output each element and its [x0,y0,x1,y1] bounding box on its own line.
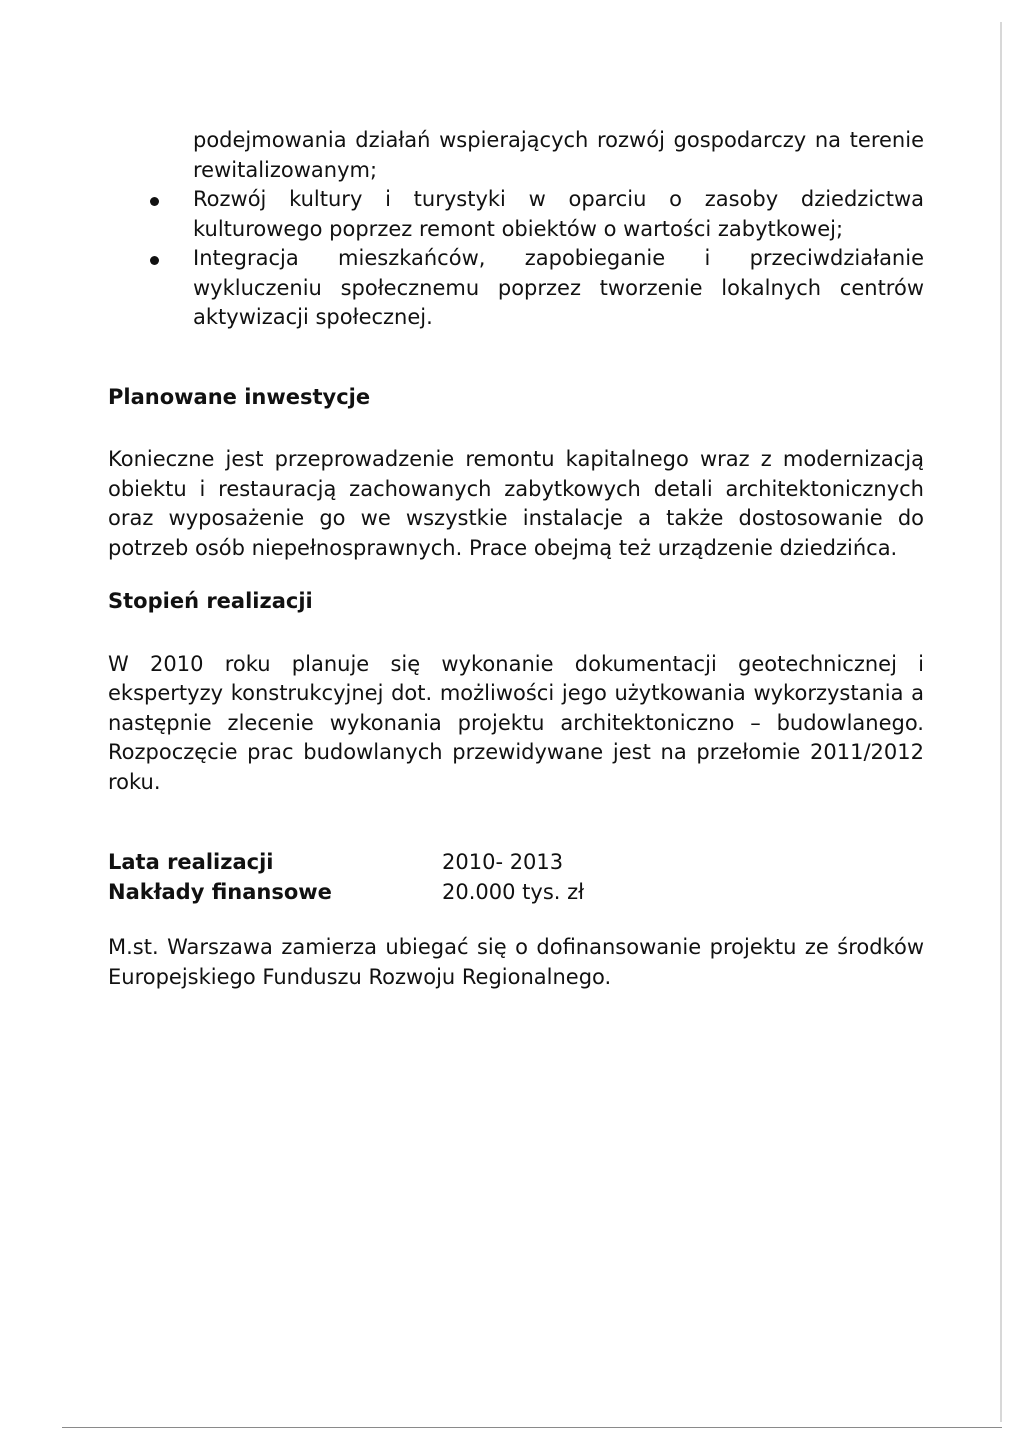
scan-edge-top-mark [0,0,40,22]
bullet-item-culture [193,185,924,244]
paragraph-stopien-realizacji: W 2010 roku planuje się wykonanie dokumentacji geotechnicznej i ekspertyzy konstrukcyjnej dot. możliwości jego użytkowania wykorzystania a następnie zlecenie wykonania projektu architektoniczno – budowlanego. Rozpoczęcie prac budowlanych przewidywane jest na przełomie 2011/2012 roku. [108,651,924,794]
bullet-text-culture: Rozwój kultury i turystyki w oparciu o zasoby dziedzictwa kulturowego poprzez remont obiektów o wartości zabytkowej; [193,187,924,241]
intro-continuation: podejmowania działań wspierających rozwój gospodarczy na terenie rewitalizowanym; [193,128,924,182]
scan-edge-right [1002,0,1024,1444]
meta-label-lata: Lata realizacji [108,850,274,874]
meta-value-naklady: 20.000 tys. zł [442,880,585,904]
meta-value-lata: 2010- 2013 [442,850,564,874]
intro-section [193,126,924,333]
scan-edge-right-shadow [1000,22,1002,1422]
meta-label-naklady: Nakłady finansowe [108,880,332,904]
meta-row-naklady [108,877,808,907]
bullet-item-integration [193,244,924,333]
heading-stopien-realizacji: Stopień realizacji [108,589,313,613]
heading-planowane-inwestycje: Planowane inwestycje [108,384,371,409]
meta-row-lata [108,847,808,877]
funding-note: M.st. Warszawa zamierza ubiegać się o dofinansowanie projektu ze środków Europejskiego Funduszu Rozwoju Regionalnego. [108,935,924,989]
bullet-dot-icon [150,197,159,206]
intro-bullet-list [193,185,924,333]
bullet-dot-icon [150,256,159,265]
project-meta-table [108,847,808,907]
document-page [108,126,924,1013]
scan-edge-top [0,0,1024,22]
paragraph-planowane-inwestycje: Konieczne jest przeprowadzenie remontu kapitalnego wraz z modernizacją obiektu i restauracją zachowanych zabytkowych detali architektonicznych oraz wyposażenie go we wszystkie instalacje a także dostosowanie do potrzeb osób niepełnosprawnych. Prace obejmą też urządzenie dziedzińca. [108,447,924,560]
bullet-text-integration: Integracja mieszkańców, zapobieganie i przeciwdziałanie wykluczeniu społecznemu poprzez tworzenie lokalnych centrów aktywizacji społecznej. [193,246,924,329]
scan-edge-bottom-line [62,1427,1002,1428]
